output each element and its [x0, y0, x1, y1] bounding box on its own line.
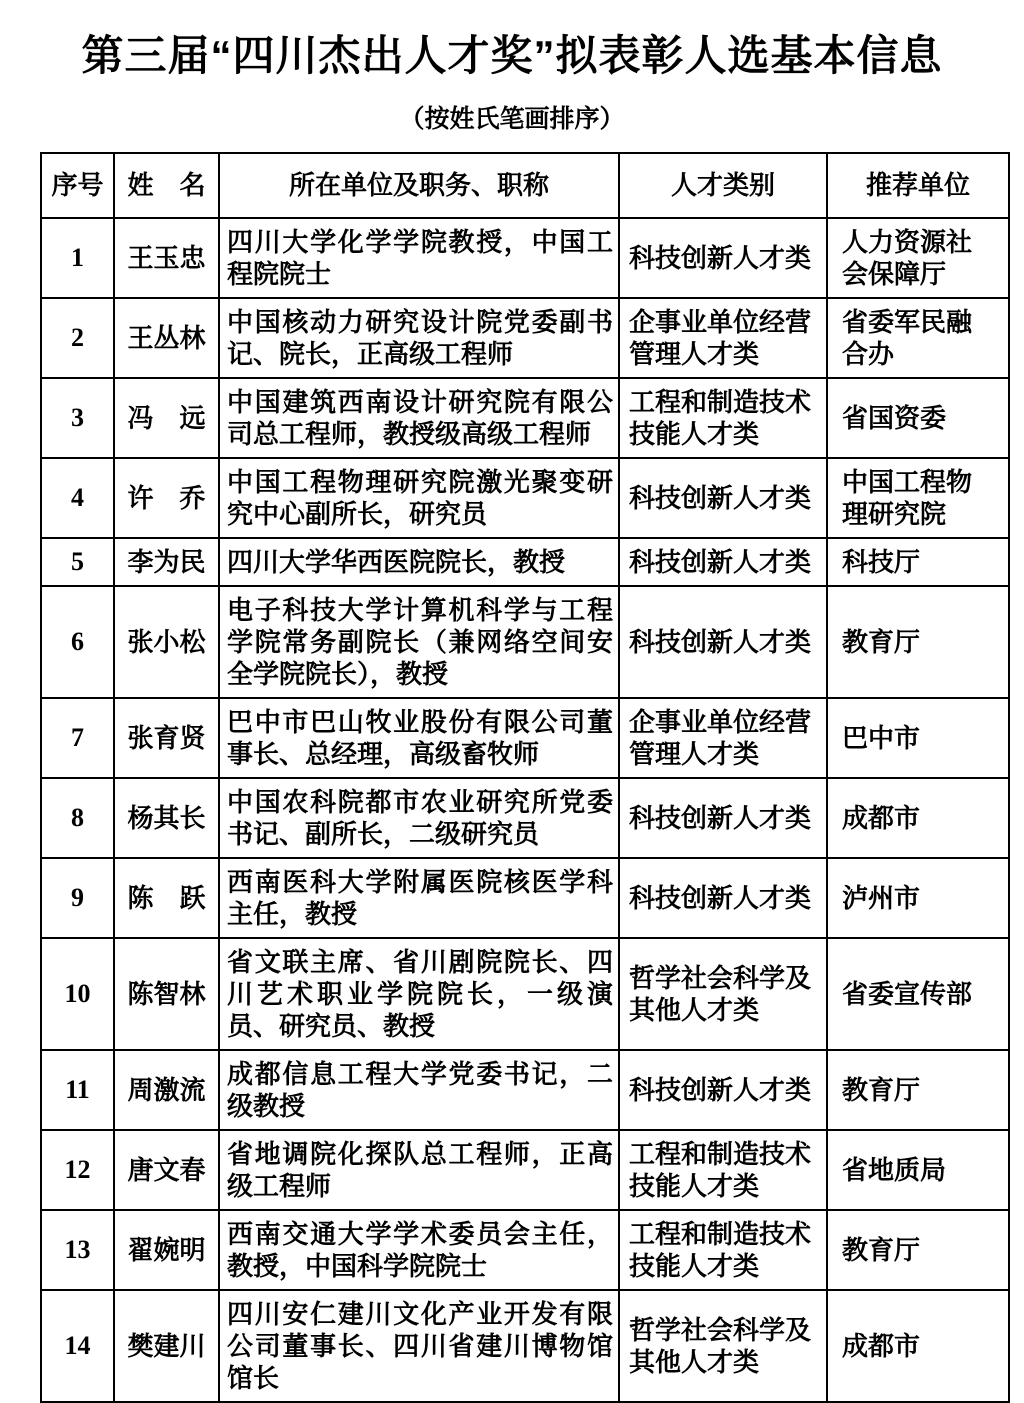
table-row [41, 378, 1009, 458]
table-body [41, 218, 1009, 1402]
cell-unit: 中国工程物理研究院激光聚变研究中心副所长，研究员 [219, 458, 619, 538]
cell-unit: 中国建筑西南设计研究院有限公司总工程师，教授级高级工程师 [219, 378, 619, 458]
cell-unit: 西南医科大学附属医院核医学科主任，教授 [219, 858, 619, 938]
cell-category: 工程和制造技术技能人才类 [619, 378, 827, 458]
cell-name: 冯 远 [114, 378, 219, 458]
cell-unit: 中国核动力研究设计院党委副书记、院长，正高级工程师 [219, 298, 619, 378]
cell-unit: 中国农科院都市农业研究所党委书记、副所长，二级研究员 [219, 778, 619, 858]
cell-name: 周激流 [114, 1050, 219, 1130]
table-row [41, 778, 1009, 858]
cell-name: 王玉忠 [114, 218, 219, 298]
table-row [41, 218, 1009, 298]
table-row [41, 586, 1009, 698]
cell-name: 许 乔 [114, 458, 219, 538]
cell-name: 翟婉明 [114, 1210, 219, 1290]
cell-name: 唐文春 [114, 1130, 219, 1210]
table-row [41, 1130, 1009, 1210]
cell-category: 工程和制造技术技能人才类 [619, 1130, 827, 1210]
cell-category: 哲学社会科学及其他人才类 [619, 1290, 827, 1402]
cell-category: 哲学社会科学及其他人才类 [619, 938, 827, 1050]
cell-recommender: 成都市 [827, 1290, 1009, 1402]
cell-unit: 四川安仁建川文化产业开发有限公司董事长、四川省建川博物馆馆长 [219, 1290, 619, 1402]
table-row [41, 1290, 1009, 1402]
cell-name: 陈智林 [114, 938, 219, 1050]
cell-name: 张育贤 [114, 698, 219, 778]
cell-category: 企事业单位经营管理人才类 [619, 698, 827, 778]
cell-unit: 电子科技大学计算机科学与工程学院常务副院长（兼网络空间安全学院院长），教授 [219, 586, 619, 698]
cell-no: 1 [41, 218, 114, 298]
cell-recommender: 省委军民融合办 [827, 298, 1009, 378]
cell-unit: 巴中市巴山牧业股份有限公司董事长、总经理，高级畜牧师 [219, 698, 619, 778]
cell-unit: 西南交通大学学术委员会主任，教授，中国科学院院士 [219, 1210, 619, 1290]
cell-unit: 省文联主席、省川剧院院长、四川艺术职业学院院长，一级演员、研究员、教授 [219, 938, 619, 1050]
cell-category: 企事业单位经营管理人才类 [619, 298, 827, 378]
cell-category: 科技创新人才类 [619, 778, 827, 858]
column-header-name: 姓 名 [114, 153, 219, 218]
cell-name: 李为民 [114, 538, 219, 586]
cell-name: 杨其长 [114, 778, 219, 858]
cell-no: 11 [41, 1050, 114, 1130]
column-header-no: 序号 [41, 153, 114, 218]
column-header-recommender: 推荐单位 [827, 153, 1009, 218]
table-row [41, 1210, 1009, 1290]
table-row [41, 698, 1009, 778]
cell-no: 12 [41, 1130, 114, 1210]
cell-no: 13 [41, 1210, 114, 1290]
cell-category: 科技创新人才类 [619, 1050, 827, 1130]
cell-no: 2 [41, 298, 114, 378]
cell-name: 樊建川 [114, 1290, 219, 1402]
table-row [41, 298, 1009, 378]
cell-recommender: 省地质局 [827, 1130, 1009, 1210]
cell-name: 陈 跃 [114, 858, 219, 938]
cell-category: 科技创新人才类 [619, 538, 827, 586]
cell-recommender: 人力资源社会保障厅 [827, 218, 1009, 298]
cell-recommender: 省委宣传部 [827, 938, 1009, 1050]
cell-no: 6 [41, 586, 114, 698]
cell-recommender: 中国工程物理研究院 [827, 458, 1009, 538]
table-row [41, 858, 1009, 938]
cell-no: 5 [41, 538, 114, 586]
cell-recommender: 成都市 [827, 778, 1009, 858]
cell-unit: 四川大学化学学院教授，中国工程院院士 [219, 218, 619, 298]
cell-no: 7 [41, 698, 114, 778]
cell-name: 张小松 [114, 586, 219, 698]
cell-unit: 成都信息工程大学党委书记，二级教授 [219, 1050, 619, 1130]
cell-no: 14 [41, 1290, 114, 1402]
cell-no: 8 [41, 778, 114, 858]
cell-recommender: 教育厅 [827, 1210, 1009, 1290]
column-header-category: 人才类别 [619, 153, 827, 218]
cell-category: 科技创新人才类 [619, 218, 827, 298]
column-header-unit: 所在单位及职务、职称 [219, 153, 619, 218]
table-row [41, 1050, 1009, 1130]
page-title: 第三届“四川杰出人才奖”拟表彰人选基本信息 [81, 32, 943, 79]
cell-recommender: 科技厅 [827, 538, 1009, 586]
cell-category: 科技创新人才类 [619, 586, 827, 698]
table-row [41, 938, 1009, 1050]
cell-recommender: 省国资委 [827, 378, 1009, 458]
cell-recommender: 泸州市 [827, 858, 1009, 938]
cell-no: 10 [41, 938, 114, 1050]
table-header-row [41, 153, 1009, 218]
cell-unit: 省地调院化探队总工程师，正高级工程师 [219, 1130, 619, 1210]
cell-no: 3 [41, 378, 114, 458]
cell-category: 科技创新人才类 [619, 458, 827, 538]
table-row [41, 538, 1009, 586]
cell-category: 工程和制造技术技能人才类 [619, 1210, 827, 1290]
cell-unit: 四川大学华西医院院长，教授 [219, 538, 619, 586]
table-row [41, 458, 1009, 538]
cell-name: 王丛林 [114, 298, 219, 378]
cell-no: 4 [41, 458, 114, 538]
cell-recommender: 巴中市 [827, 698, 1009, 778]
cell-recommender: 教育厅 [827, 586, 1009, 698]
cell-category: 科技创新人才类 [619, 858, 827, 938]
candidates-table [40, 152, 1010, 1403]
cell-recommender: 教育厅 [827, 1050, 1009, 1130]
cell-no: 9 [41, 858, 114, 938]
page-subtitle: （按姓氏笔画排序） [399, 105, 625, 133]
